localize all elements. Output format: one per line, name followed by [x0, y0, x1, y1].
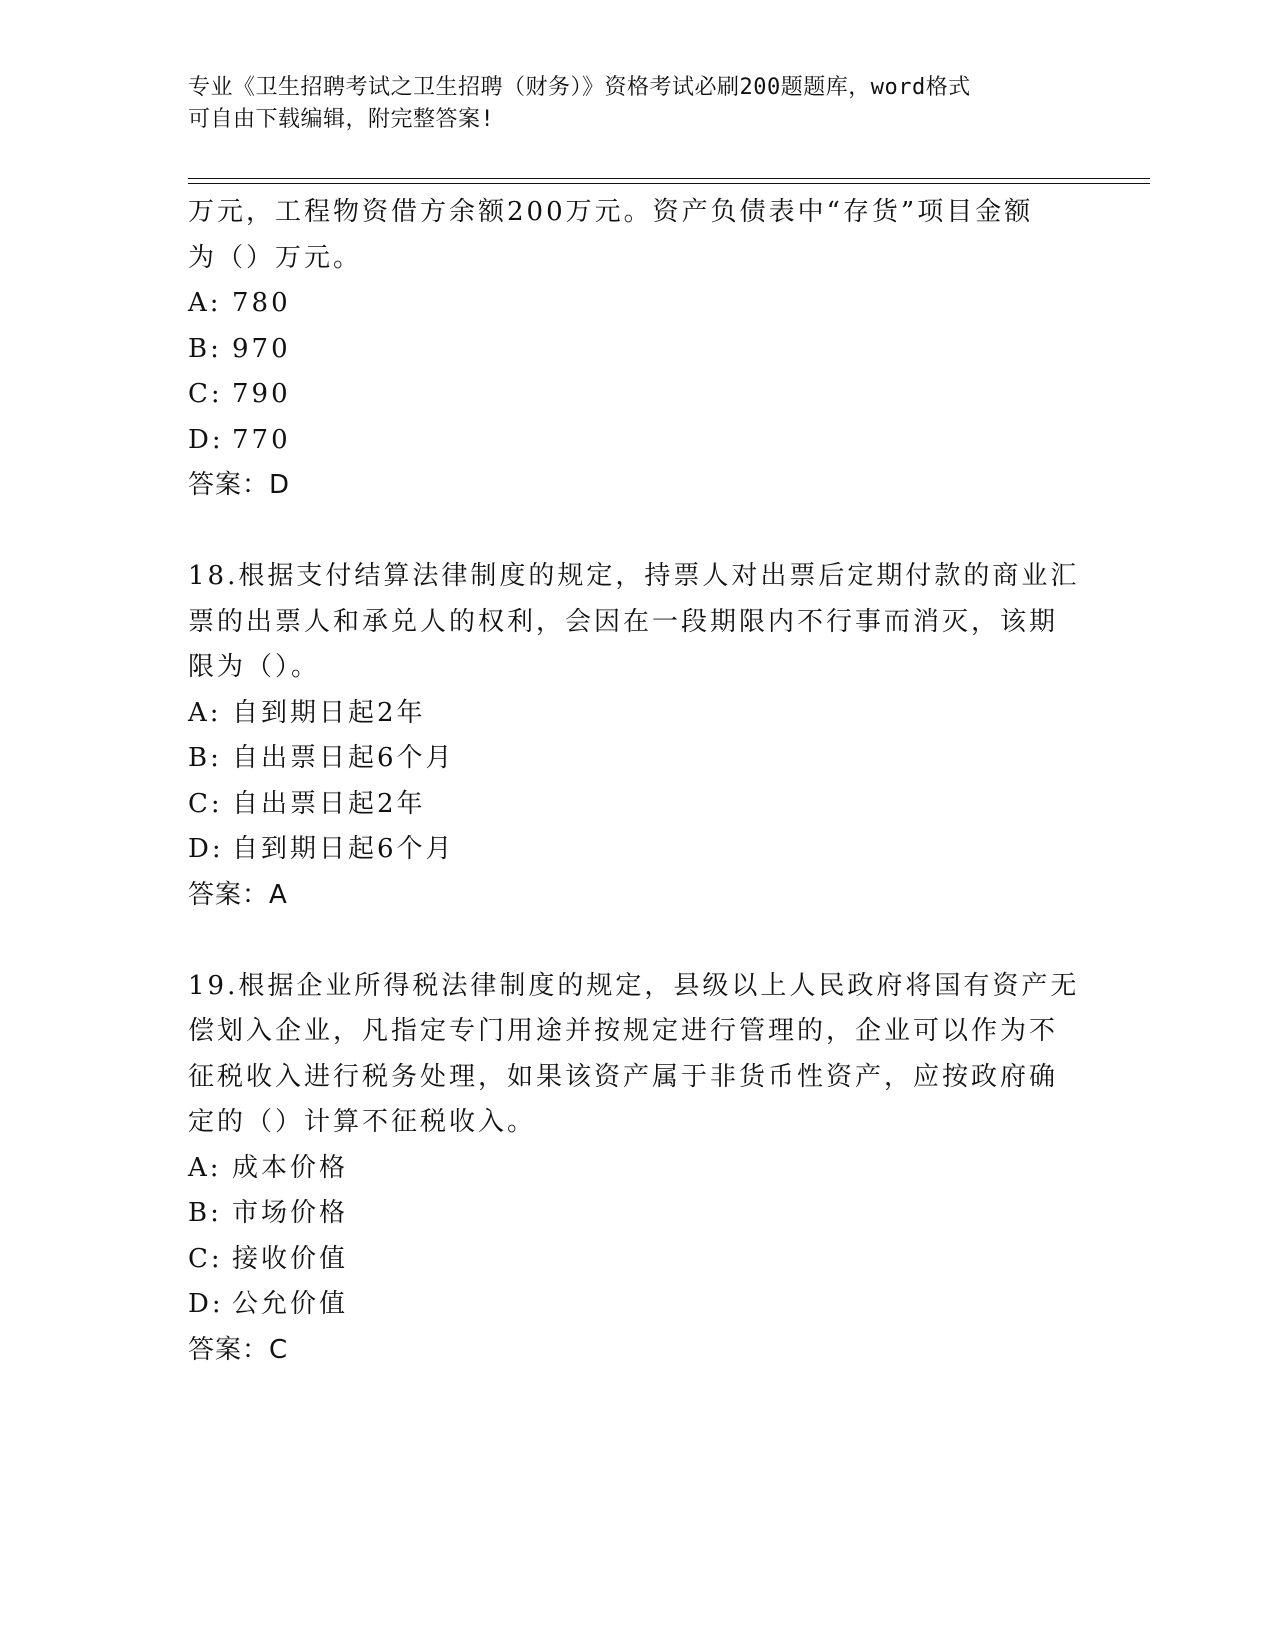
option-text: 自到期日起6个月: [232, 834, 455, 864]
option-text: 自到期日起2年: [232, 697, 426, 728]
option-text: 780: [232, 288, 291, 318]
option-text: 790: [232, 379, 291, 409]
header-title-line-1: 专业《卫生招聘考试之卫生招聘（财务）》资格考试必刷200题题库，word格式: [188, 75, 971, 100]
option-a: [188, 1146, 1088, 1192]
answer-line: 答案：C: [188, 1334, 289, 1365]
question-text-line: 19.根据企业所得税法律制度的规定，县级以上人民政府将国有资产无: [188, 970, 1080, 1001]
option-label: D:: [188, 1289, 224, 1319]
question-18: [188, 554, 1088, 918]
option-c: [188, 372, 1088, 418]
option-b: [188, 1191, 1088, 1237]
option-text: 自出票日起2年: [232, 788, 426, 819]
option-label: C:: [188, 379, 223, 409]
option-text: 970: [232, 333, 291, 364]
option-d: [188, 827, 1088, 873]
option-label: C:: [188, 1243, 223, 1274]
page-header: [188, 72, 1068, 136]
option-a: [188, 281, 1088, 327]
option-text: 公允价值: [232, 1289, 349, 1319]
option-label: D:: [188, 424, 224, 455]
question-17-continuation: [188, 190, 1088, 509]
option-text: 自出票日起6个月: [232, 743, 455, 773]
option-d: [188, 418, 1088, 464]
question-text-line: 征税收入进行税务处理，如果该资产属于非货币性资产，应按政府确: [188, 1061, 1059, 1092]
question-text-line: 定的（）计算不征税收入。: [188, 1107, 537, 1137]
option-text: 接收价值: [232, 1243, 349, 1274]
option-text: 成本价格: [232, 1152, 349, 1183]
answer-line: 答案：D: [188, 470, 291, 500]
header-title-line-2: 可自由下载编辑，附完整答案!: [188, 107, 495, 132]
question-19: [188, 964, 1088, 1374]
option-label: A:: [188, 1152, 222, 1183]
question-text-line: 18.根据支付结算法律制度的规定，持票人对出票后定期付款的商业汇: [188, 561, 1080, 591]
header-rule-top: [188, 178, 1150, 179]
option-d: [188, 1282, 1088, 1328]
option-c: [188, 782, 1088, 828]
option-text: 770: [232, 424, 291, 455]
option-c: [188, 1237, 1088, 1283]
option-label: C:: [188, 788, 223, 819]
question-text-line: 为（）万元。: [188, 242, 363, 273]
question-text-line: 限为（）。: [188, 652, 321, 682]
question-text-line: 票的出票人和承兑人的权利，会因在一段期限内不行事而消灭，该期: [188, 606, 1059, 637]
option-label: A:: [188, 697, 222, 728]
question-spacer: [188, 509, 1088, 555]
header-rule-bottom: [188, 183, 1150, 184]
question-text-line: 偿划入企业，凡指定专门用途并按规定进行管理的，企业可以作为不: [188, 1016, 1059, 1046]
option-label: A:: [188, 288, 222, 318]
question-spacer: [188, 918, 1088, 964]
question-text-line: 万元，工程物资借方余额200万元。资产负债表中“存货”项目金额: [188, 197, 1034, 227]
option-text: 市场价格: [232, 1198, 349, 1228]
question-content: [188, 190, 1088, 1373]
option-a: [188, 691, 1088, 737]
option-b: [188, 736, 1088, 782]
option-b: [188, 327, 1088, 373]
option-label: B:: [188, 333, 222, 364]
option-label: B:: [188, 1198, 222, 1228]
option-label: D:: [188, 834, 224, 864]
option-label: B:: [188, 743, 222, 773]
answer-line: 答案：A: [188, 879, 288, 910]
